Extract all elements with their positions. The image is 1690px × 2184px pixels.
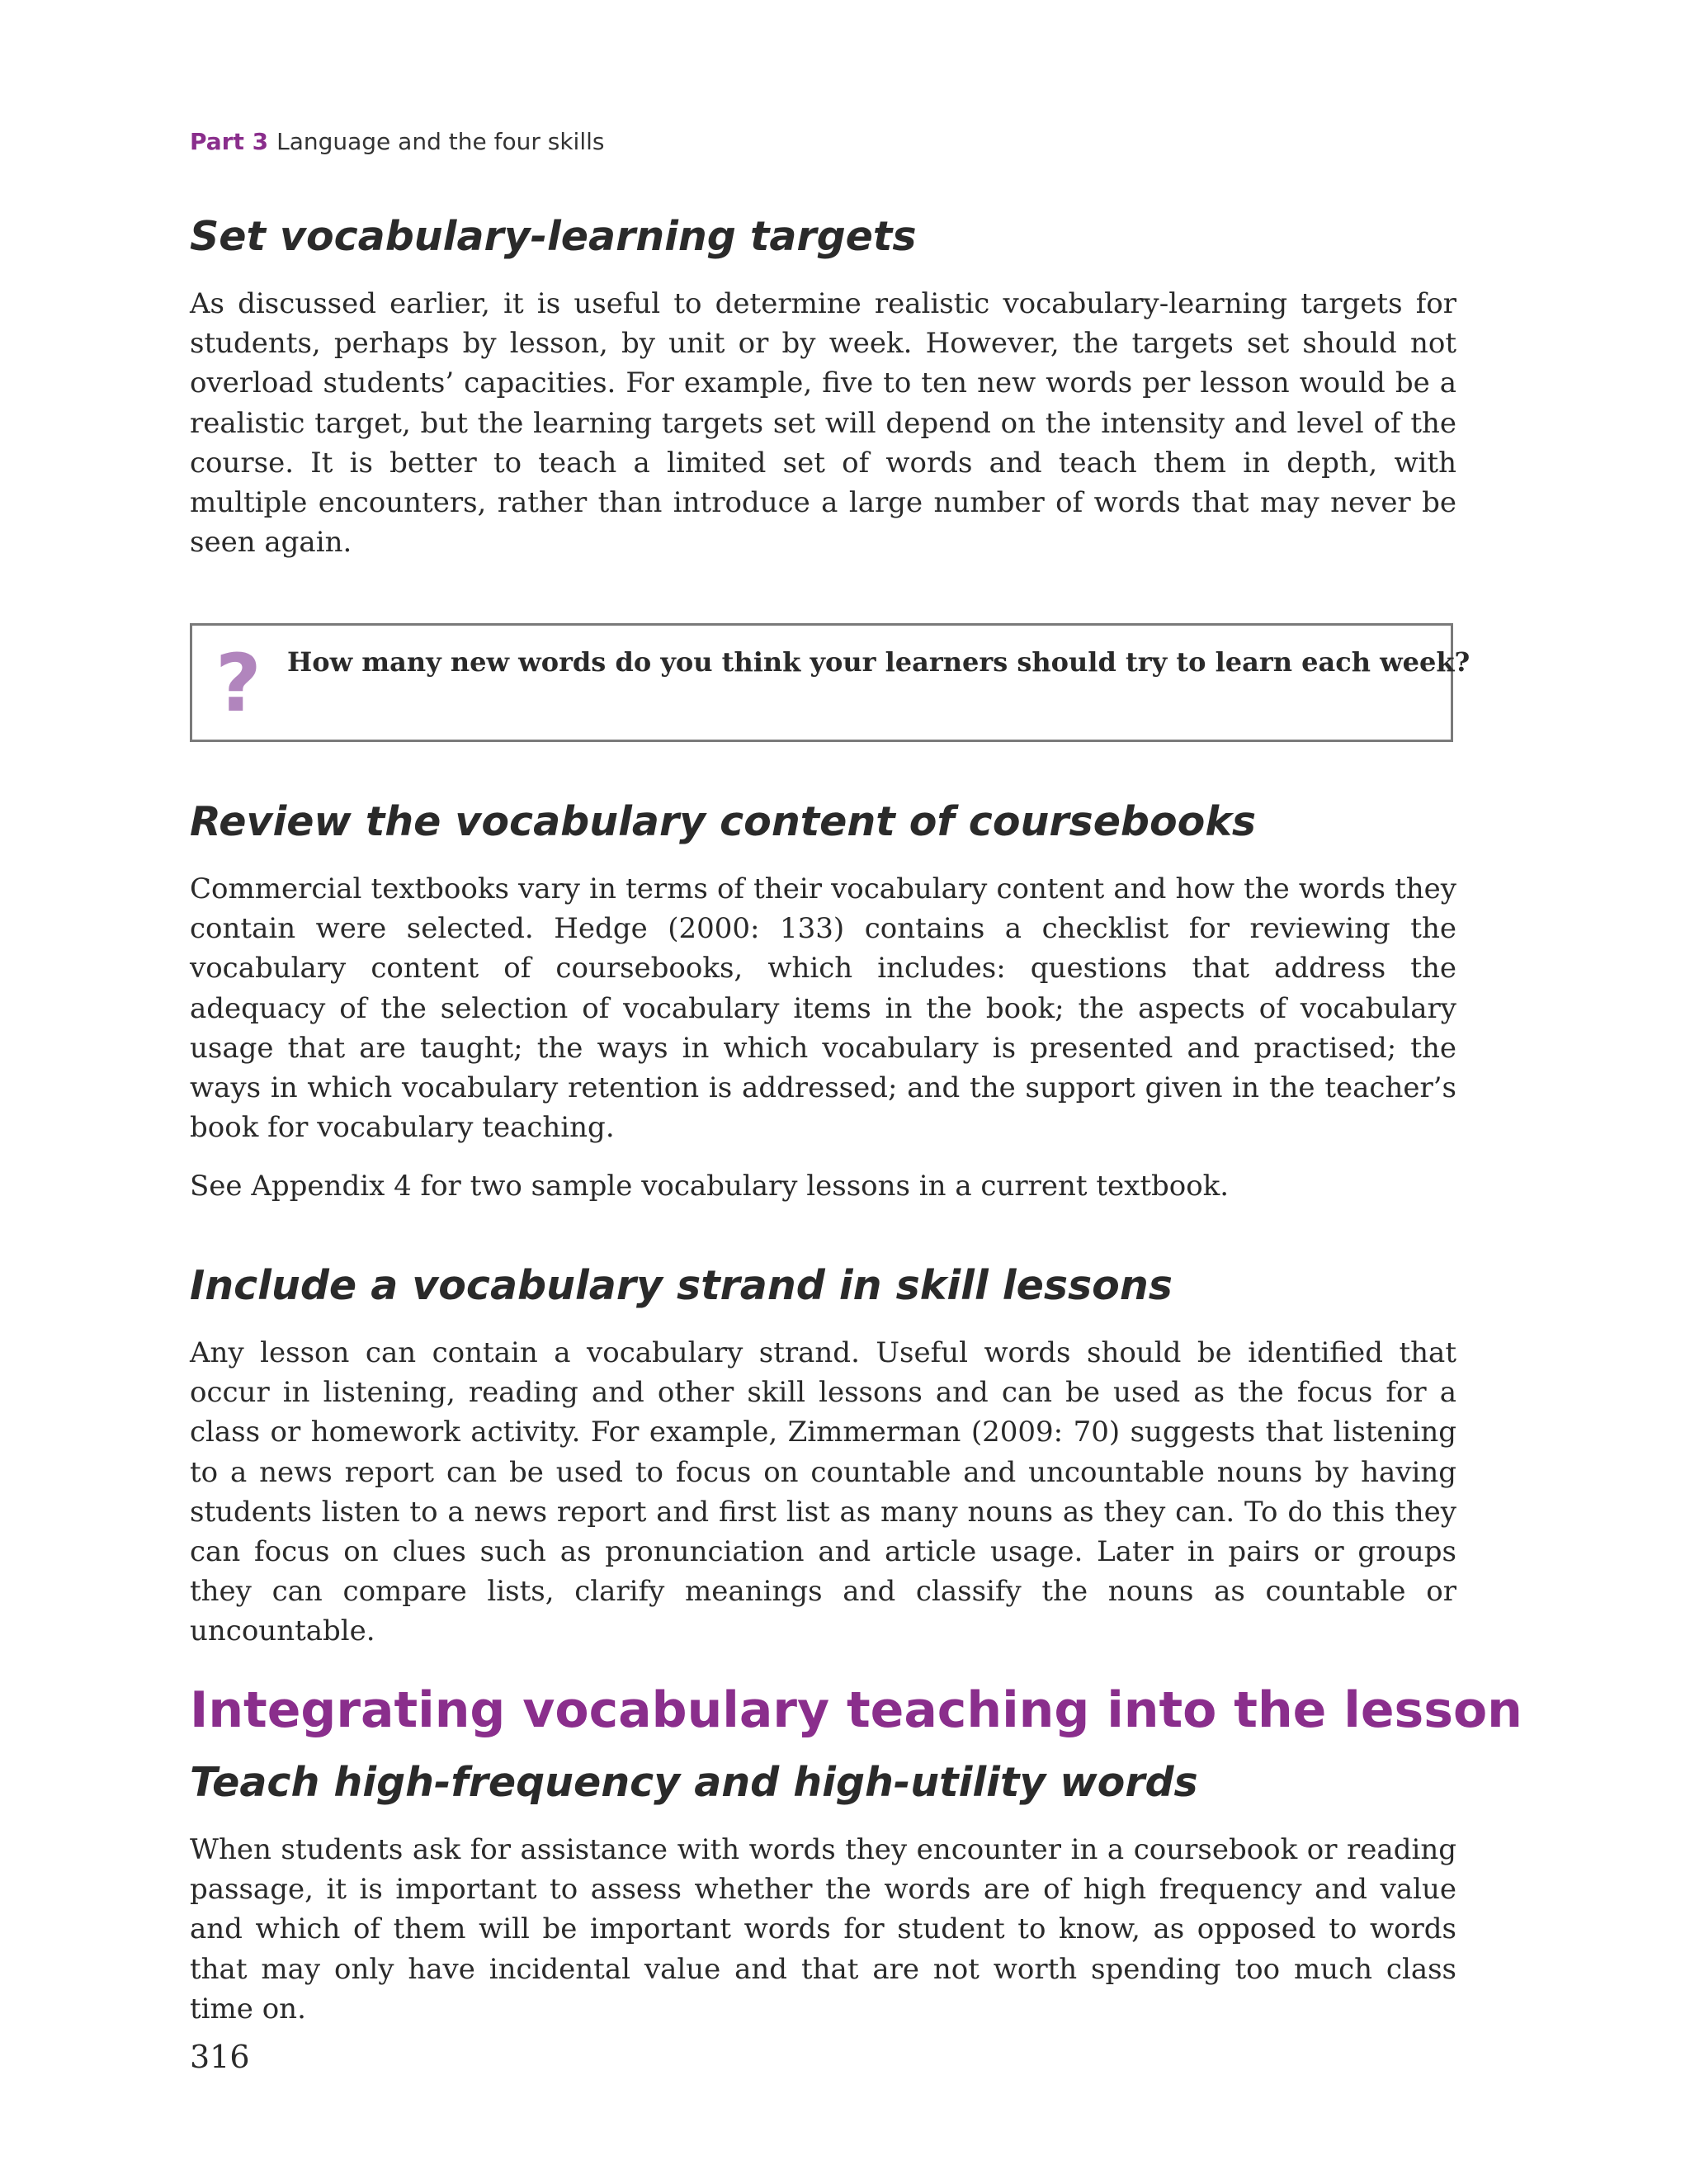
question-mark-icon: ? xyxy=(215,637,262,730)
heading-high-frequency-words: Teach high-frequency and high-utility words xyxy=(190,1759,1198,1806)
paragraph-high-frequency-words: When students ask for assistance with words they encounter in a coursebook or reading passage, it is important to assess whether the words are of high frequency and value and which of them will be important words for student to know, as opposed to words that may only have incidental value and that are not worth spending too much class time on. xyxy=(190,1833,1456,2026)
heading-vocabulary-strand: Include a vocabulary strand in skill lessons xyxy=(190,1262,1173,1309)
heading-integrating-vocabulary: Integrating vocabulary teaching into the lesson xyxy=(190,1681,1522,1739)
book-page xyxy=(190,0,1522,2184)
running-head-title: Language and the four skills xyxy=(276,128,605,155)
running-head-part: Part 3 xyxy=(190,128,269,155)
running-head xyxy=(190,128,604,155)
heading-set-targets: Set vocabulary-learning targets xyxy=(190,213,917,260)
heading-review-coursebooks: Review the vocabulary content of coursebooks xyxy=(190,798,1257,845)
paragraph-appendix-note: See Appendix 4 for two sample vocabulary lessons in a current textbook. xyxy=(190,1170,1230,1203)
paragraph-review-coursebooks: Commercial textbooks vary in terms of their vocabulary content and how the words they contain were selected. Hedge (2000: 133) contains a checklist for reviewing the vocabulary content of coursebooks, which includes: questions that address the adequacy of the selection of vocabulary items in the book; the aspects of vocabulary usage that are taught; the ways in which vocabulary is presented and practised; the ways in which vocabulary retention is addressed; and the support given in the teacher’s book for vocabulary teaching. xyxy=(190,872,1456,1145)
paragraph-set-targets: As discussed earlier, it is useful to determine realistic vocabulary-learning targets for students, perhaps by lesson, by unit or by week. However, the targets set should not overload students’ capacities. For example, five to ten new words per lesson would be a realistic target, but the learning targets set will depend on the intensity and level of the course. It is better to teach a limited set of words and teach them in depth, with multiple encounters, rather than introduce a large number of words that may never be seen again. xyxy=(190,287,1456,560)
reflection-question-box xyxy=(190,623,1470,742)
paragraph-vocabulary-strand: Any lesson can contain a vocabulary strand. Useful words should be identified that occur in listening, reading and other skill lessons and can be used as the focus for a class or homework activity. For example, Zimmerman (2009: 70) suggests that listening to a news report can be used to focus on countable and uncountable nouns by having students listen to a news report and first list as many nouns as they can. To do this they can focus on clues such as pronunciation and article usage. Later in pairs or groups they can compare lists, clarify meanings and classify the nouns as countable or uncountable. xyxy=(190,1336,1456,1648)
reflection-question-text: How many new words do you think your learners should try to learn each week? xyxy=(287,646,1470,678)
page-number: 316 xyxy=(190,2039,250,2075)
